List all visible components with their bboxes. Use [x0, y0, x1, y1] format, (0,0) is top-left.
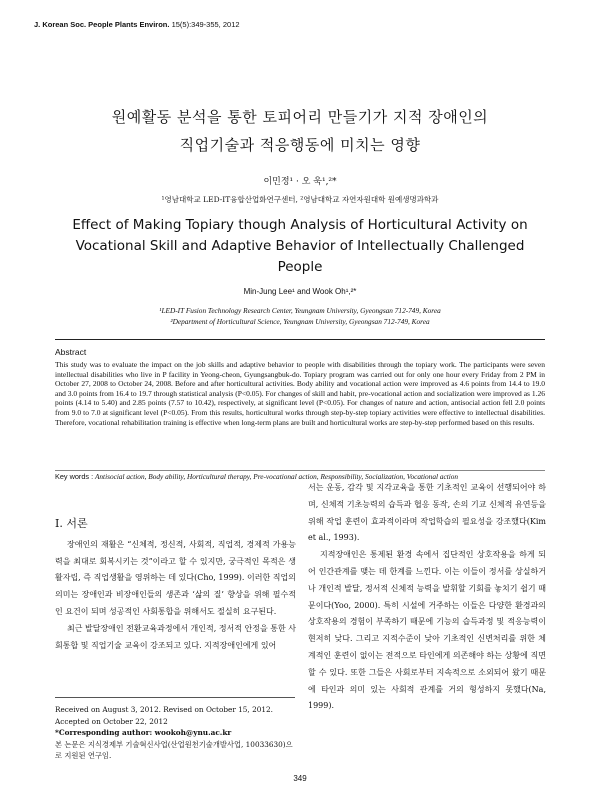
- left-paragraph-1: 장애인의 재활은 “신체적, 정신적, 사회적, 직업적, 경제적 가용능력을 최대로 회복시키는 것”이라고 할 수 있지만, 궁극적인 목적은 생활자립, 즉 직업생활을 영위하는 데 있다(Cho, 1999). 이러한 직업의 의미는 장애인과 비장애인들의 생존과 ‘삶의 질’ 향상을 위해 필수적인 요건이 되며 성공적인 사회통합을 위해서도 절실히 요구된다.: [55, 539, 296, 616]
- abstract-label: Abstract: [55, 347, 87, 357]
- english-affiliations: [0, 305, 600, 327]
- english-title: Effect of Making Topiary though Analysis of Horticultural Activity on Vocational Skill and Adaptive Behavior of Intellectually Challenged People: [72, 217, 528, 275]
- korean-authors: 이민정¹ · 오 욱¹,²*: [263, 177, 337, 187]
- abstract-text: This study was to evaluate the impact on the job skills and adaptive behavior to people with disabilities through the topiary work. The participants were seven intellectual disabilities who live in P facility in Yeong-cheon, Gyungsangbuk-do. Topiary program was carried out for only one hour every Friday from 2 PM in October 27, 2008 to October 24, 2008. Before and after horticultural activities. Body ability and vocational action were improved as 4.6 points from 14.4 to 19.0 and 3.0 points from 16.4 to 19.7 through statistical analysis (P<0.05). For changes of skill and habit, pre-vocational action and socialization were improved as 1.26 points (4.14 to 5.40) and 2.85 points (7.57 to 10.42), respectively, at significant level (P<0.05). For changes of nature and action, antisocial action fell 2.0 points from 9.0 to 7.0 at significant level (P<0.05). From this results, horticultural works through step-by-step topiary activities were effective to intellectual disabilities. Therefore, vocational rehabilitation training is effective when long-term plans are built and horticultural works are step-by-step performed based on this results.: [55, 360, 545, 427]
- korean-title-line-2: 직업기술과 적응행동에 미치는 영향: [179, 136, 421, 154]
- right-paragraph-1: 서는 운동, 감각 및 지각교육을 통한 기초적인 교육이 선행되어야 하며, 신체적 기초능력의 습득과 협응 동작, 손의 기교 신체적 유연등을 위해 작업 훈련이 효과적이라며 작업학습의 필요성을 강조했다(Kim et al., 1993).: [308, 483, 546, 543]
- korean-affiliations: ¹영남대학교 LED-IT융합산업화연구센터, ²영남대학교 자연자원대학 원예생명과학과: [161, 195, 439, 204]
- english-authors: Min-Jung Lee¹ and Wook Oh¹,²*: [243, 287, 357, 296]
- right-paragraph-2: 지적장애인은 통제된 환경 속에서 집단적인 상호작용을 하게 되어 인간관계를 맺는 데 한계를 느낀다. 이는 이들이 정서를 상실하거나 개인적 발달, 정서적 신체적 능력을 발휘할 기회를 놓치기 쉽기 때문이다(Yoo, 2000). 특히 시설에 거주하는 이들은 다양한 환경과의 상호작용의 경험이 부족하기 때문에 기능의 습득과정 및 적응능력이 현저히 낮다. 그리고 지적수준이 낮아 기초적인 신변처리를 위한 체계적인 훈련이 없이는 전적으로 타인에게 의존해야 하는 상황에 직면할 수 있다. 또한 그들은 사회로부터 지속적으로 소외되어 왔기 때문에 타인과 의미 있는 사회적 관계를 거의 형성하지 못했다(Na, 1999).: [308, 550, 546, 711]
- korean-title: [0, 103, 600, 159]
- left-column: [55, 516, 296, 654]
- english-affiliation-1: ¹LED-IT Fusion Technology Research Center, Yeungnam University, Gyeongsan 712-749, Korea: [159, 306, 441, 315]
- left-paragraph-2: 최근 발달장애인 전환교육과정에서 개인적, 정서적 안정을 통한 사회통합 및 직업기술 교육이 강조되고 있다. 지적장애인에게 있어: [55, 623, 296, 650]
- keywords-text: Antisocial action, Body ability, Horticultural therapy, Pre-vocational action, Responsibility, Socialization, Vocational action: [94, 472, 459, 481]
- journal-volume: 15(5):349-355, 2012: [171, 20, 240, 29]
- section-heading-introduction: Ⅰ. 서론: [55, 517, 88, 530]
- english-affiliation-2: ²Department of Horticultural Science, Yeungnam University, Gyeongsan 712-749, Korea: [170, 317, 430, 326]
- journal-citation: [34, 20, 240, 29]
- journal-name: J. Korean Soc. People Plants Environ.: [34, 20, 170, 29]
- abstract-section: [55, 339, 545, 471]
- footnote: [55, 697, 295, 762]
- footnote-received: Received on August 3, 2012. Revised on October 15, 2012.: [55, 705, 273, 714]
- right-column: [308, 480, 546, 715]
- page-number: 349: [293, 774, 307, 783]
- footnote-corresponding: *Corresponding author: wookoh@ynu.ac.kr: [55, 728, 232, 737]
- keywords-label: Key words :: [55, 472, 94, 481]
- footnote-funding: 본 논문은 지식경제부 기술혁신사업(산업원천기술개발사업, 10033630)으로 지원된 연구임.: [55, 739, 293, 760]
- korean-title-line-1: 원예활동 분석을 통한 토피어리 만들기가 지적 장애인의: [111, 108, 489, 126]
- footnote-accepted: Accepted on October 22, 2012: [55, 716, 168, 726]
